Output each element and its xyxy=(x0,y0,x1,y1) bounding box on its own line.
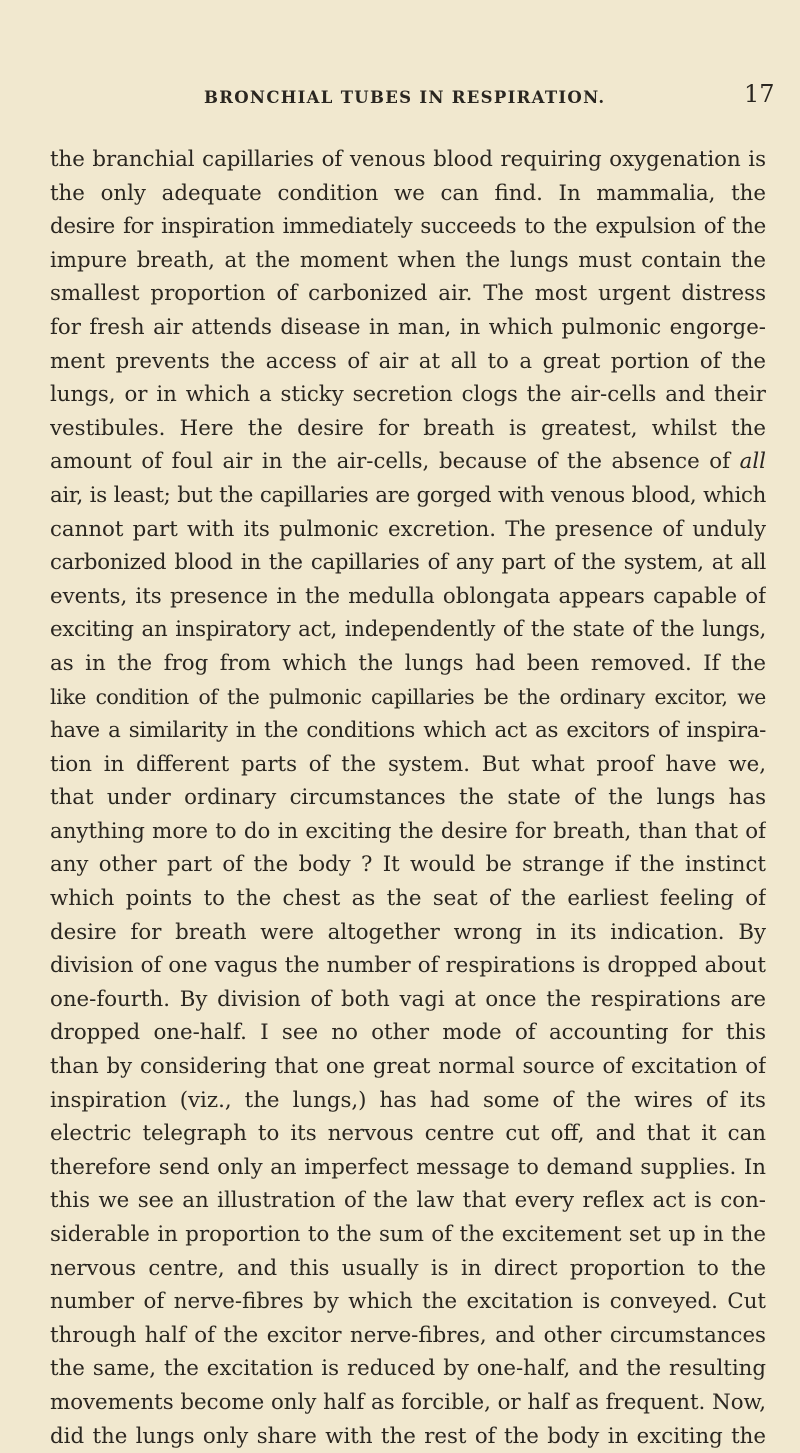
italic-word: all xyxy=(739,449,766,475)
text-line: exciting an inspiratory act, independently of the state of the lungs, xyxy=(50,617,766,643)
text-line: therefore send only an imperfect message to demand supplies. In xyxy=(50,1154,766,1180)
text-line: electric telegraph to its nervous centre cut off, and that it can xyxy=(50,1121,766,1147)
text-line: the branchial capillaries of venous blood requiring oxygenation is xyxy=(50,147,766,172)
text-line: tion in different parts of the system. But what proof have we, xyxy=(50,751,766,777)
text-line: the only adequate condition we can find. In mammalia, the xyxy=(50,180,766,206)
text-line: which points to the chest as the seat of the earliest feeling of xyxy=(50,886,766,912)
text-line xyxy=(50,445,766,479)
text-line: have a similarity in the conditions which act as excitors of inspira- xyxy=(50,718,766,744)
text-line: events, its presence in the medulla oblongata appears capable of xyxy=(50,583,766,609)
text-line: nervous centre, and this usually is in direct proportion to the xyxy=(50,1255,766,1281)
text-line: inspiration (viz., the lungs,) has had some of the wires of its xyxy=(50,1087,766,1113)
body-text xyxy=(50,143,766,1453)
text-line: division of one vagus the number of respirations is dropped about xyxy=(50,953,766,979)
text-line: cannot part with its pulmonic excretion. The presence of unduly xyxy=(50,516,766,542)
text-line: siderable in proportion to the sum of the excitement set up in the xyxy=(50,1222,766,1247)
text-line: smallest proportion of carbonized air. The most urgent distress xyxy=(50,281,766,307)
text-line: number of nerve-fibres by which the excitation is conveyed. Cut xyxy=(50,1289,766,1315)
text-line: ment prevents the access of air at all to a great portion of the xyxy=(50,348,766,374)
text-line: desire for breath were altogether wrong in its indication. By xyxy=(50,919,766,945)
text-line: like condition of the pulmonic capillaries be the ordinary excitor, we xyxy=(50,684,766,709)
text-line: that under ordinary circumstances the state of the lungs has xyxy=(50,785,766,811)
text-line: this we see an illustration of the law that every reflex act is con- xyxy=(50,1188,766,1214)
text-line: lungs, or in which a sticky secretion clogs the air-cells and their xyxy=(50,382,766,408)
text-line: impure breath, at the moment when the lungs must contain the xyxy=(50,247,766,273)
text-segment: amount of foul air in the air-cells, because of the absence of xyxy=(50,449,731,475)
text-line: movements become only half as forcible, or half as frequent. Now, xyxy=(50,1389,766,1415)
text-line: carbonized blood in the capillaries of any part of the system, at all xyxy=(50,550,766,576)
text-line: dropped one-half. I see no other mode of accounting for this xyxy=(50,1020,766,1046)
running-head: BRONCHIAL TUBES IN RESPIRATION. xyxy=(204,88,606,107)
text-line: for fresh air attends disease in man, in which pulmonic engorge- xyxy=(50,314,766,340)
text-line: as in the frog from which the lungs had been removed. If the xyxy=(50,650,766,676)
text-line: desire for inspiration immediately succeeds to the expulsion of the xyxy=(50,214,766,240)
text-line: through half of the excitor nerve-fibres, and other circumstances xyxy=(50,1322,766,1348)
text-line: than by considering that one great normal source of excitation of xyxy=(50,1054,766,1080)
text-line: the same, the excitation is reduced by one-half, and the resulting xyxy=(50,1356,766,1382)
text-line: vestibules. Here the desire for breath is greatest, whilst the xyxy=(50,415,766,441)
text-line: anything more to do in exciting the desire for breath, than that of xyxy=(50,818,766,844)
text-line: any other part of the body ? It would be strange if the instinct xyxy=(50,852,766,878)
text-line: one-fourth. By division of both vagi at once the respirations are xyxy=(50,986,766,1012)
page-number: 17 xyxy=(744,80,775,108)
text-line: did the lungs only share with the rest of the body in exciting the xyxy=(50,1423,766,1449)
text-line: air, is least; but the capillaries are gorged with venous blood, which xyxy=(50,482,766,508)
